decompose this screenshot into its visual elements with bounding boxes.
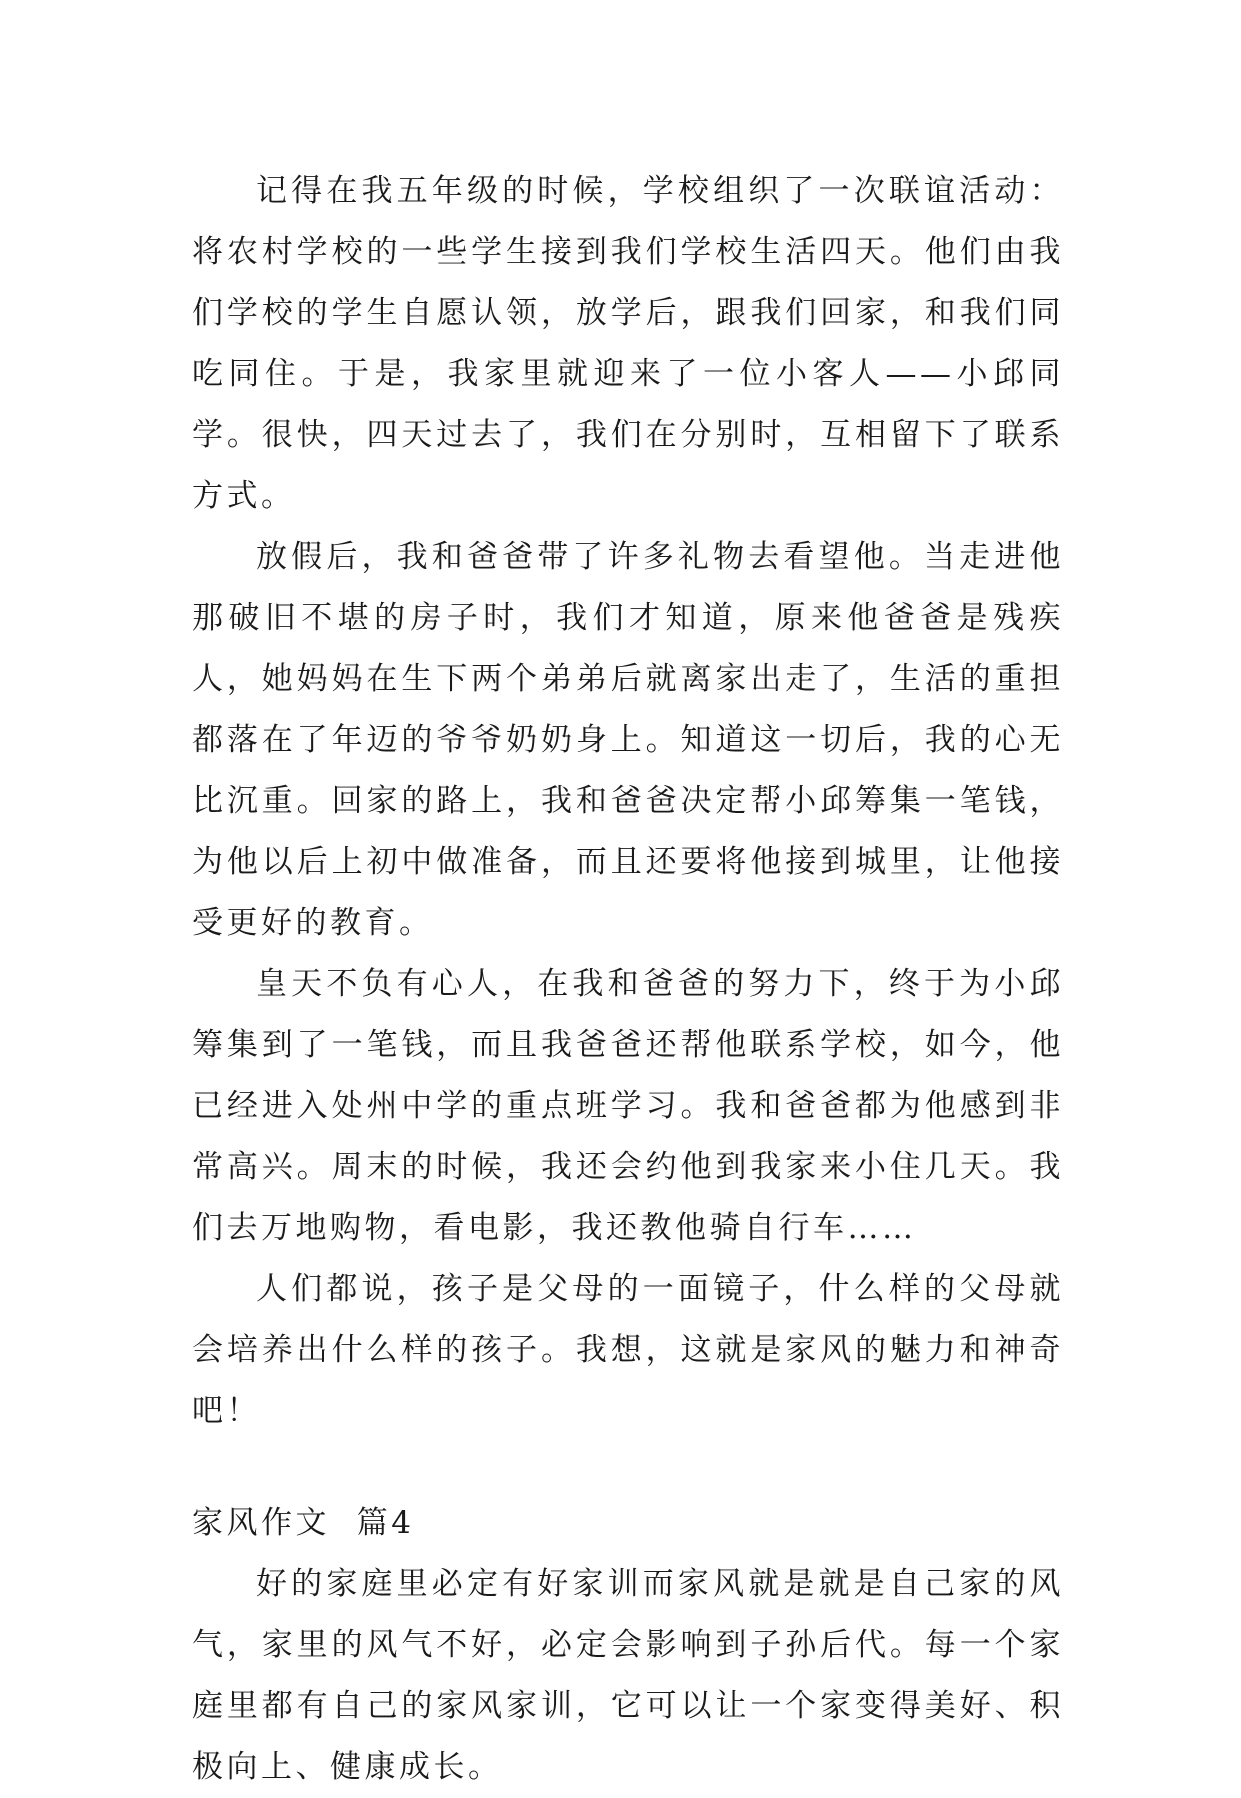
section-heading: 家风作文 篇4 [192, 1505, 415, 1541]
paragraph: 放假后，我和爸爸带了许多礼物去看望他。当走进他那破旧不堪的房子时，我们才知道，原来他爸爸是残疾人，她妈妈在生下两个弟弟后就离家出走了，生活的重担都落在了年迈的爷爷奶奶身上。知道这一切后，我的心无比沉重。回家的路上，我和爸爸决定帮小邱筹集一笔钱，为他以后上初中做准备，而且还要将他接到城里，让他接受更好的教育。 [192, 539, 1064, 941]
document-body [192, 161, 1064, 1798]
paragraph: 皇天不负有心人，在我和爸爸的努力下，终于为小邱筹集到了一笔钱，而且我爸爸还帮他联系学校，如今，他已经进入处州中学的重点班学习。我和爸爸都为他感到非常高兴。周末的时候，我还会约他到我家来小住几天。我们去万地购物，看电影，我还教他骑自行车…… [192, 966, 1064, 1246]
paragraph: 人们都说，孩子是父母的一面镜子，什么样的父母就会培养出什么样的孩子。我想，这就是家风的魅力和神奇吧！ [192, 1271, 1064, 1429]
paragraph: 好的家庭里必定有好家训而家风就是就是自己家的风气，家里的风气不好，必定会影响到子孙后代。每一个家庭里都有自己的家风家训，它可以让一个家变得美好、积极向上、健康成长。 [192, 1566, 1064, 1785]
paragraph: 记得在我五年级的时候，学校组织了一次联谊活动：将农村学校的一些学生接到我们学校生活四天。他们由我们学校的学生自愿认领，放学后，跟我们回家，和我们同吃同住。于是，我家里就迎来了一位小客人——小邱同学。很快，四天过去了，我们在分别时，互相留下了联系方式。 [192, 173, 1064, 514]
